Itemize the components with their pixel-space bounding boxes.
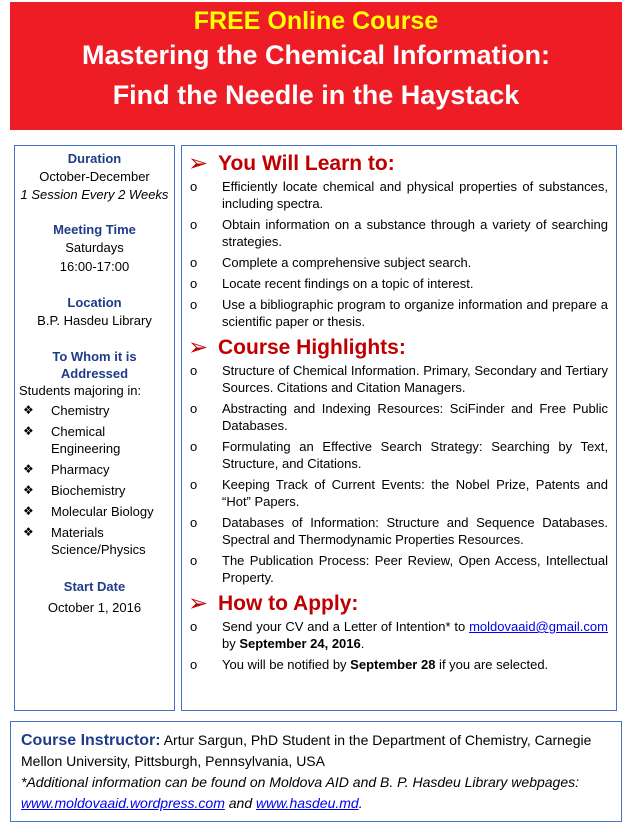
diamond-bullet-icon: ❖ bbox=[23, 525, 34, 539]
chevron-right-icon: ➢ bbox=[188, 590, 209, 617]
circle-bullet-icon: o bbox=[190, 657, 198, 672]
list-item: ❖ Materials Science/Physics bbox=[19, 524, 170, 558]
circle-bullet-icon: o bbox=[190, 217, 198, 232]
list-item: o You will be notified by September 28 if you are selected. bbox=[190, 657, 549, 672]
circle-bullet-icon: o bbox=[190, 276, 198, 291]
list-item: o Use a bibliographic program to organize information and prepare a scientific paper or thesis. bbox=[190, 297, 608, 329]
chevron-right-icon: ➢ bbox=[188, 150, 209, 177]
list-item: o Structure of Chemical Information. Primary, Secondary and Tertiary Sources. Citations and Citation Managers. bbox=[190, 363, 608, 395]
list-item: ❖ Chemistry bbox=[19, 402, 170, 419]
banner-line-title: Mastering the Chemical Information: bbox=[81, 40, 551, 70]
circle-bullet-icon: o bbox=[190, 297, 198, 312]
list-item: o Obtain information on a substance through a variety of searching strategies. bbox=[190, 217, 608, 249]
circle-bullet-icon: o bbox=[190, 553, 198, 568]
learn-list bbox=[188, 178, 608, 330]
list-item: o Formulating an Effective Search Strategy: Searching by Text, Structure, and Citations. bbox=[190, 439, 608, 471]
additional-info-text: *Additional information can be found on Moldova AID and B. P. Hasdeu Library webpages: bbox=[21, 774, 580, 790]
learn-section-title: ➢ You Will Learn to: bbox=[188, 150, 395, 177]
circle-bullet-icon: o bbox=[190, 401, 198, 416]
circle-bullet-icon: o bbox=[190, 179, 198, 194]
duration-heading: Duration bbox=[67, 151, 122, 166]
meeting-day: Saturdays bbox=[65, 240, 124, 255]
list-item: ❖ Molecular Biology bbox=[19, 503, 170, 520]
highlights-list bbox=[188, 362, 608, 586]
start-date-value: October 1, 2016 bbox=[47, 600, 142, 615]
duration-value: October-December bbox=[39, 169, 150, 184]
apply-list bbox=[188, 618, 608, 673]
course-details bbox=[181, 145, 617, 711]
list-item: ❖ Chemical Engineering bbox=[19, 423, 170, 457]
list-item: o Complete a comprehensive subject search. bbox=[190, 255, 472, 270]
apply-send-text: Send your CV and a Letter of Intention* to bbox=[222, 619, 466, 634]
chevron-right-icon: ➢ bbox=[188, 334, 209, 361]
deadline-date: September 24, 2016 bbox=[239, 636, 361, 651]
course-info-sidebar bbox=[14, 145, 175, 711]
list-item: ❖ Pharmacy bbox=[19, 461, 170, 478]
majors-list bbox=[19, 402, 170, 558]
hasdeu-link[interactable]: www.hasdeu.md bbox=[256, 795, 359, 811]
email-link[interactable]: moldovaaid@gmail.com bbox=[469, 619, 608, 634]
apply-section-title: ➢ How to Apply: bbox=[188, 590, 359, 617]
list-item: o Send your CV and a Letter of Intention* to moldovaaid@gmail.com by September 24, 2016. bbox=[190, 619, 608, 651]
instructor-label: Course Instructor: bbox=[21, 732, 161, 749]
list-item: o Abstracting and Indexing Resources: SciFinder and Free Public Databases. bbox=[190, 401, 608, 433]
duration-note: 1 Session Every 2 Weeks bbox=[20, 187, 169, 202]
circle-bullet-icon: o bbox=[190, 477, 198, 492]
circle-bullet-icon: o bbox=[190, 619, 198, 634]
banner-line-free-course: FREE Online Course bbox=[193, 7, 439, 35]
start-date-heading: Start Date bbox=[63, 579, 126, 594]
instructor-footer: Course Instructor: Artur Sargun, PhD Student in the Department of Chemistry, Carnegie Mellon University, Pittsburgh, Pennsylvania, USA *Additional information can be found on Moldova AID and B. P. Hasdeu Library webpages: www.moldovaaid.wordpress.com and www.hasdeu.md. bbox=[10, 721, 622, 822]
list-item: o Databases of Information: Structure and Sequence Databases. Spectral and Thermodynamic Properties Resources. bbox=[190, 515, 608, 547]
audience-heading: To Whom it is Addressed bbox=[52, 349, 137, 381]
title-banner bbox=[10, 2, 622, 130]
circle-bullet-icon: o bbox=[190, 439, 198, 454]
list-item: o Locate recent findings on a topic of interest. bbox=[190, 276, 474, 291]
highlights-section-title: ➢ Course Highlights: bbox=[188, 334, 406, 361]
meeting-time: 16:00-17:00 bbox=[59, 259, 130, 274]
list-item: o Keeping Track of Current Events: the Nobel Prize, Patents and “Hot” Papers. bbox=[190, 477, 608, 509]
notification-date: September 28 bbox=[350, 657, 436, 672]
circle-bullet-icon: o bbox=[190, 255, 198, 270]
meeting-time-heading: Meeting Time bbox=[53, 222, 136, 237]
list-item: ❖ Biochemistry bbox=[19, 482, 170, 499]
diamond-bullet-icon: ❖ bbox=[23, 462, 34, 476]
list-item: o The Publication Process: Peer Review, Open Access, Intellectual Property. bbox=[190, 553, 608, 585]
diamond-bullet-icon: ❖ bbox=[23, 403, 34, 417]
moldovaaid-link[interactable]: www.moldovaaid.wordpress.com bbox=[21, 795, 225, 811]
diamond-bullet-icon: ❖ bbox=[23, 424, 34, 438]
circle-bullet-icon: o bbox=[190, 363, 198, 378]
instructor-text: Artur Sargun, PhD Student in the Department of Chemistry, Carnegie Mellon University, Pittsburgh, Pennsylvania, USA bbox=[21, 732, 592, 769]
banner-line-subtitle: Find the Needle in the Haystack bbox=[112, 80, 520, 110]
diamond-bullet-icon: ❖ bbox=[23, 504, 34, 518]
list-item: o Efficiently locate chemical and physical properties of substances, including spectra. bbox=[190, 179, 608, 211]
location-value: B.P. Hasdeu Library bbox=[37, 313, 152, 328]
diamond-bullet-icon: ❖ bbox=[23, 483, 34, 497]
circle-bullet-icon: o bbox=[190, 515, 198, 530]
location-heading: Location bbox=[67, 295, 122, 310]
audience-intro: Students majoring in: bbox=[19, 383, 142, 398]
